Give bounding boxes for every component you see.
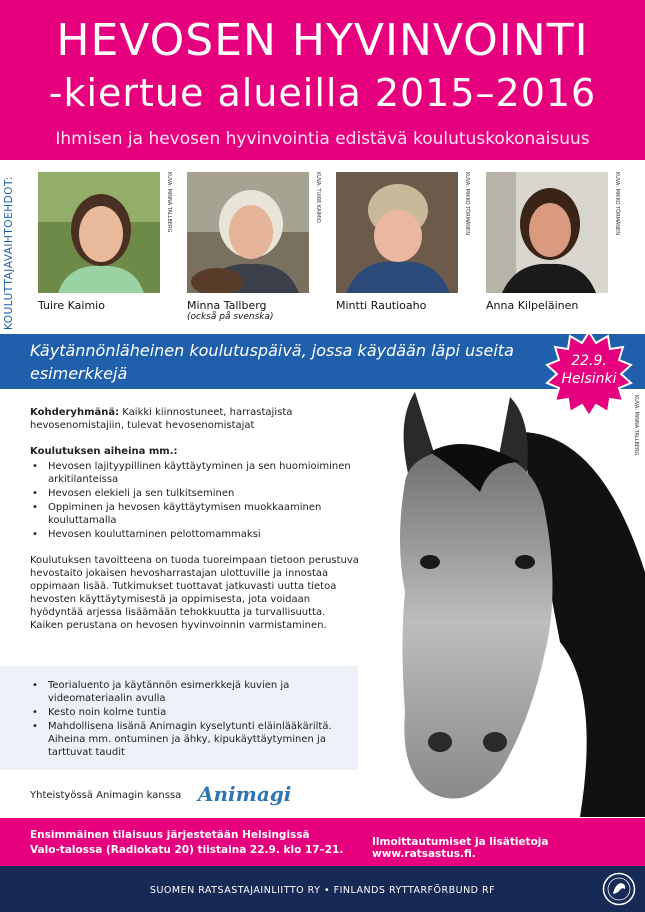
event-details: Ensimmäinen tilaisuus järjestetään Helsingissä Valo-talossa (Radiokatu 20) tiistaina 22.9. klo 17–21. (30, 829, 344, 856)
list-item: • Hevosen lajityypillinen käyttäytyminen ja sen huomioiminen arkitilanteissa (30, 460, 360, 486)
main-content (30, 406, 360, 632)
trainer-name: Anna Kilpeläinen (486, 299, 579, 312)
target-group-text: Kaikki kiinnostuneet, harrastajista hevosenomistajiin, tulevat hevosenomistajat (30, 407, 293, 431)
photo-credit: KUVA: MIKKO TÖRMÄNEN (464, 172, 470, 235)
trainer-card (38, 172, 174, 312)
organization-name: SUOMEN RATSASTAJAINLIITTO RY • FINLANDS RYTTARFÖRBUND RF (149, 885, 496, 896)
page-title-line2: -kiertue alueilla 2015–2016 (48, 71, 597, 115)
target-group-label: Kohderyhmänä: (30, 407, 120, 418)
list-item: • Teorialuento ja käytännön esimerkkejä kuvien ja videomateriaalin avulla (30, 679, 350, 705)
photo-credit: KUVA: MINNA TALLBERG (166, 172, 172, 233)
topics-list (30, 460, 360, 541)
federation-logo-icon (602, 872, 636, 906)
animagi-logo: Animagi (198, 782, 292, 806)
photo-credit: KUVA: MIKKO TÖRMÄNEN (614, 172, 620, 235)
list-item: • Hevosen elekieli ja sen tulkitseminen (30, 487, 360, 500)
page-title: HEVOSEN HYVINVOINTI (56, 15, 589, 66)
badge-date: 22.9. (571, 353, 607, 369)
page-subtitle: Ihmisen ja hevosen hyvinvointia edistävä koulutuskokonaisuus (55, 129, 590, 149)
list-item: • Oppiminen ja hevosen käyttäytymisen muokkaaminen kouluttamalla (30, 501, 360, 527)
badge-city: Helsinki (561, 371, 617, 387)
header-banner (0, 0, 645, 160)
target-group (30, 406, 360, 432)
cooperation-text: Yhteistyössä Animagin kanssa (30, 790, 182, 801)
info-list (30, 679, 350, 760)
photo-credit: KUVA: MINNA TALLBERG (633, 395, 639, 456)
trainer-card (486, 172, 622, 312)
list-item: • Kesto noin kolme tuntia (30, 706, 350, 719)
trainer-photo (336, 172, 458, 293)
photo-credit: KUVA: TUIRE KAIMIO (315, 172, 321, 223)
trainer-name: Mintti Rautioaho (336, 299, 427, 312)
description-paragraph: Koulutuksen tavoitteena on tuoda tuoreimpaan tietoon perustuva hevostaito jokaisen hevosharrastajan ulottuville ja innostaa oppimaan lisää. Tutkimukset tuottavat jatkuvasti uutta tietoa hevosten käyttäytymisestä ja oppimisesta, jota voidaan hyödyntää arjessa lisäämään tehokkuutta ja turvallisuutta. Kaiken perustana on hevosen hyvinvoinnin varmistaminen. (30, 555, 359, 631)
trainer-name: Minna Tallberg (187, 299, 267, 312)
trainer-photo (38, 172, 160, 293)
trainer-photo (187, 172, 309, 293)
trainer-note: (också på svenska) (187, 312, 274, 322)
list-item: • Hevosen kouluttaminen pelottomammaksi (30, 528, 360, 541)
list-item: • Mahdollisena lisänä Animagin kyselytunti eläinlääkäriltä. Aiheina mm. ontuminen ja ähky, kipukäyttäytyminen ja tarttuvat taudit (30, 720, 350, 759)
trainer-name: Tuire Kaimio (38, 299, 105, 312)
trainers-label: KOULUTTAJAVAIHTOEHDOT: (3, 176, 15, 330)
trainer-photo (486, 172, 608, 293)
trainer-card (187, 172, 323, 322)
horse-photo (370, 392, 645, 817)
intro-text: Käytännönläheinen koulutuspäivä, jossa käydään läpi useita esimerkkejä jokapäiväisistä tapahtumista hevosten kanssa. (30, 341, 514, 406)
trainer-card (336, 172, 472, 312)
topics-heading: Koulutuksen aiheina mm.: (30, 446, 178, 457)
registration-info: Ilmoittautumiset ja lisätietoja www.ratsastus.fi. (372, 836, 549, 860)
